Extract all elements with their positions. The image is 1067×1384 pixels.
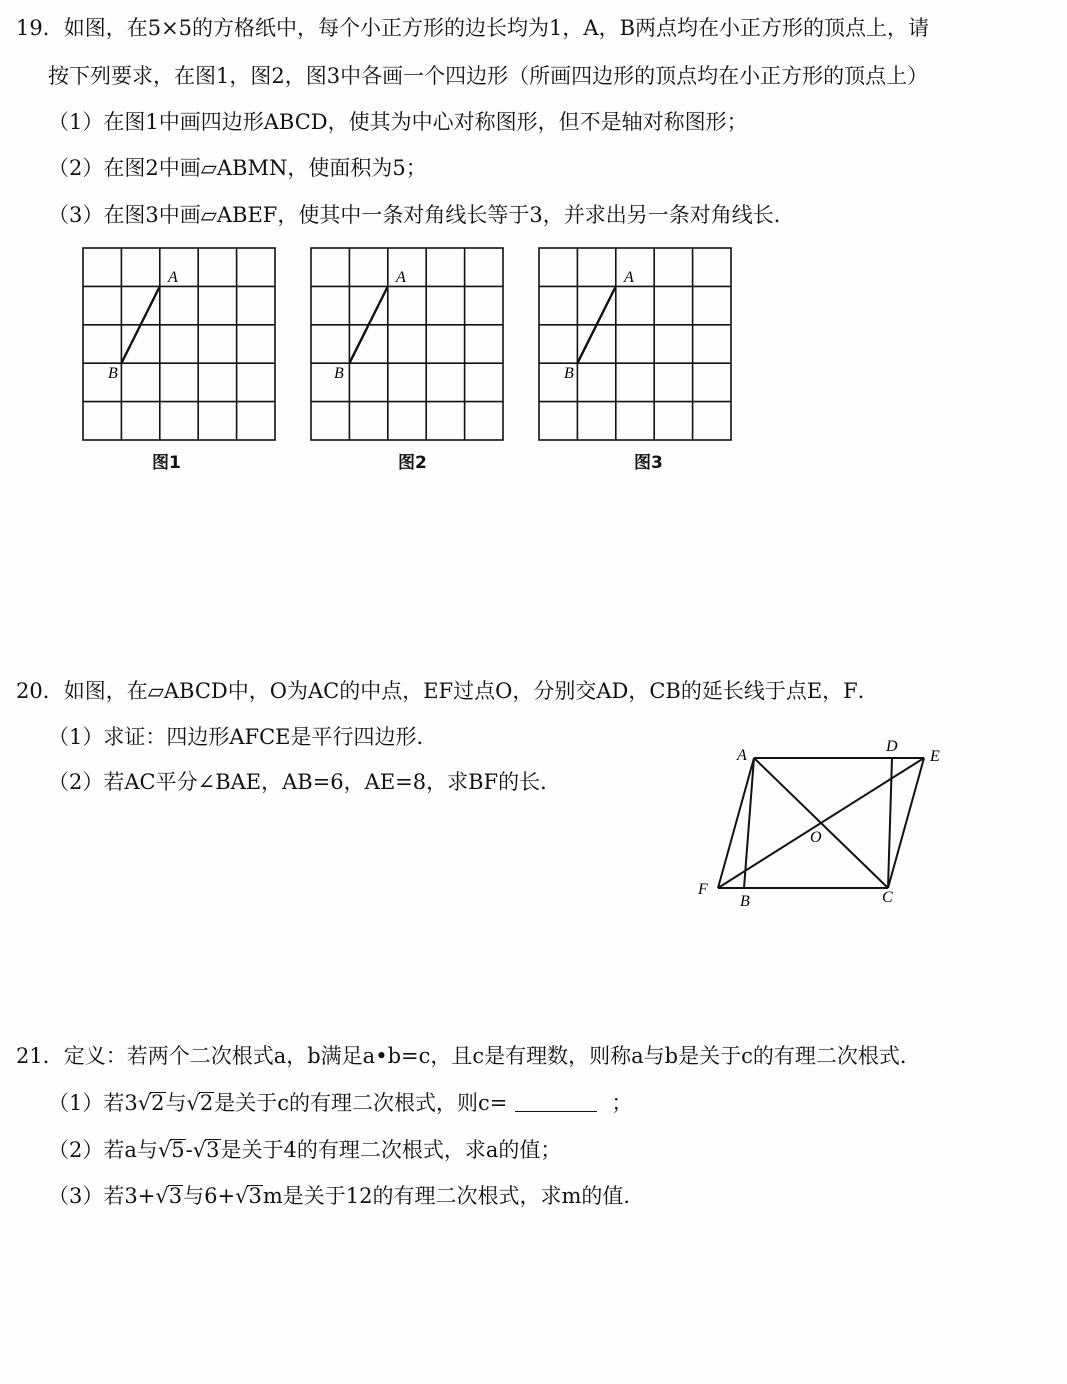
grid-figure-2 [306,243,511,443]
radicand: 5 [171,1138,185,1162]
label-b: B [564,365,574,382]
label-a: A [396,269,406,286]
label-a: A [168,269,178,286]
answer-blank[interactable] [515,1093,597,1112]
figure-1-caption: 图1 [152,453,181,473]
label-a: A [737,747,747,764]
label-b: B [334,365,344,382]
radical-sign: √ [186,1091,200,1115]
grid-figure-3 [534,243,739,443]
label-e: E [930,748,940,765]
grid-figure-1 [78,243,283,443]
radicand: 3 [248,1184,262,1208]
q20-part2: （2）若AC平分∠BAE，AB=6，AE=8，求BF的长． [48,770,562,794]
q19-part3: （3）在图3中画▱ABEF，使其中一条对角线长等于3，并求出另一条对角线长． [48,203,795,227]
parallelogram-figure [690,730,960,915]
radical-sign: √ [192,1138,207,1162]
q21-part1-post: 是关于c的有理二次根式，则c= [214,1091,508,1115]
radicand: 2 [199,1091,214,1115]
q21-part2 [48,1139,561,1161]
figure-3-caption: 图3 [634,453,663,473]
label-o: O [810,829,822,846]
q19-part1: （1）在图1中画四边形ABCD，使其为中心对称图形，但不是轴对称图形； [48,110,748,134]
q20-stem: 20．如图，在▱ABCD中，O为AC的中点，EF过点O，分别交AD，CB的延长线于点E，F． [16,679,879,703]
label-a: A [624,269,634,286]
q21-stem: 21．定义：若两个二次根式a，b满足a•b=c，且c是有理数，则称a与b是关于c的有理二次根式． [16,1044,921,1068]
q21-part3 [48,1185,644,1207]
label-b: B [108,365,118,382]
minus-sign: - [185,1138,193,1162]
q21-part1-end: ； [611,1091,633,1115]
radical-sign: √ [137,1091,152,1115]
q21-part3-post: m是关于12的有理二次根式，求m的值． [262,1184,645,1208]
q21-part2-post: 是关于4的有理二次根式，求a的值； [220,1138,562,1162]
q19-part2: （2）在图2中画▱ABMN，使面积为5； [48,156,427,180]
label-b: B [740,893,750,910]
q21-part3-mid: 与6+ [183,1184,236,1208]
figure-2-caption: 图2 [398,453,427,473]
label-c: C [882,889,893,906]
radical-sign: √ [157,1138,172,1162]
q19-stem-line2: 按下列要求，在图1，图2，图3中各画一个四边形（所画四边形的顶点均在小正方形的顶点上） [48,64,929,88]
radicand: 3 [168,1184,183,1208]
q19-stem-line1: 19．如图，在5×5的方格纸中，每个小正方形的边长均为1，A，B两点均在小正方形的顶点上，请 [16,16,929,40]
q21-part1-mid: 与 [165,1091,187,1115]
q21-part3-prefix: （3）若3+ [48,1184,156,1208]
q21-part2-prefix: （2）若a与 [48,1138,158,1162]
radical-sign: √ [235,1184,249,1208]
radical-sign: √ [155,1184,169,1208]
radicand: 2 [151,1091,165,1115]
q21-part1 [48,1092,632,1114]
radicand: 3 [206,1138,220,1162]
q20-part1: （1）求证：四边形AFCE是平行四边形． [48,725,438,749]
label-f: F [698,881,708,898]
label-d: D [886,738,898,755]
q21-part1-prefix: （1）若3 [48,1091,138,1115]
